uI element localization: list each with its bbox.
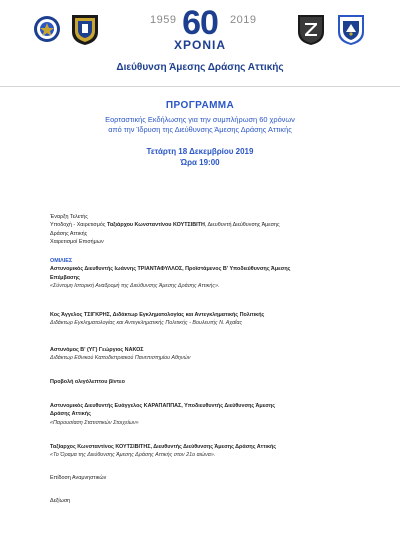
speaker-3 (50, 346, 370, 363)
speaker-4-topic: «Παρουσίαση Στατιστικών Στοιχείων» (50, 419, 139, 426)
subtitle-line-1: Εορταστικής Εκδήλωσης για την συμπλήρωση 60 χρόνων (105, 115, 295, 124)
reception-line: Δεξίωση (50, 498, 71, 504)
opening: Έναρξη Τελετής (50, 214, 88, 220)
speaker-5 (50, 443, 370, 460)
speaker-2-line-2: Διδάκτωρ Εγκληματολογίας και Αντεγκληματικής Πολιτικής - Βουλευτής Ν. Αχαΐας (50, 320, 243, 327)
speaker-2 (50, 311, 370, 328)
speaker-5-line-1: Ταξίαρχος Κωνσταντίνος ΚΟΥΤΣΙΒΙΤΗΣ, Διευθυντής Διεύθυνσης Άμεσης Δράσης Αττικής (50, 444, 277, 450)
header-divider (0, 86, 400, 87)
action-force-shield-icon (336, 12, 366, 46)
awards (50, 474, 370, 482)
program-body (50, 213, 370, 247)
speeches-section (50, 257, 370, 291)
reception (50, 497, 370, 505)
welcome-line-2: Δράσης Αττικής (50, 230, 88, 237)
welcome-suffix: , Διευθυντή Διεύθυνσης Άμεσης (204, 222, 280, 229)
speaker-4-line-1: Αστυνομικός Διευθυντής Ευάγγελος ΚΑΡΑΠΑΠΠΑΣ, Υποδιευθυντής Διεύθυνσης Άμεσης (50, 403, 276, 409)
program-header (0, 100, 400, 168)
event-date (0, 146, 400, 168)
speaker-4-line-2: Δράσης Αττικής (50, 411, 91, 418)
date-line-2: Ώρα 19:00 (180, 158, 220, 167)
speaker-1-topic: «Σύντομη Ιστορική Αναδρομή της Διεύθυνσης Άμεσης Δράσης Αττικής». (50, 283, 220, 290)
speaker-1-line-1: Αστυνομικός Διευθυντής Ιωάννης ΤΡΙΑΝΤΑΦΥΛΛΟΣ, Προϊστάμενος Β' Υποδιεύθυνσης Άμεσης (50, 266, 291, 273)
anniversary-mark (140, 6, 260, 52)
header (0, 0, 400, 92)
police-emblem-icon (32, 12, 62, 46)
z-badge-icon (296, 12, 326, 46)
welcome-prefix: Υποδοχή - Χαιρετισμός (50, 222, 107, 229)
program-subtitle (0, 115, 400, 135)
welcome-line-1 (50, 221, 370, 229)
directorate-name: Διεύθυνση Άμεσης Δράσης Αττικής (116, 62, 284, 73)
video-line: Προβολή ολιγόλεπτου βίντεο (50, 379, 125, 385)
date-line-1: Τετάρτη 18 Δεκεμβρίου 2019 (146, 147, 254, 156)
year-start: 1959 (150, 14, 177, 26)
anniversary-word: ΧΡΟΝΙΑ (173, 38, 226, 52)
speaker-5-topic: «Το Όραμα της Διεύθυνσης Άμεσης Δράσης Αττικής στον 21ο αιώνα». (50, 452, 216, 459)
program-title: ΠΡΟΓΡΑΜΜΑ (165, 100, 235, 111)
subtitle-line-2: από την Ίδρυση της Διεύθυνσης Άμεσης Δράσης Αττικής (108, 125, 292, 134)
anniversary-number: 60 (182, 4, 218, 42)
speaker-1-line-2: Επέμβασης (50, 274, 80, 281)
year-end: 2019 (230, 14, 257, 26)
awards-line: Επίδοση Αναμνηστικών (50, 475, 107, 481)
greetings: Χαιρετισμοί Επισήμων (50, 239, 104, 246)
unit-shield-icon (70, 12, 100, 46)
welcome-name: Ταξιάρχου Κωνσταντίνου ΚΟΥΤΣΙΒΙΤΗ (106, 222, 205, 229)
speaker-4 (50, 402, 370, 427)
omilies-heading: ΟΜΙΛΙΕΣ (50, 258, 73, 264)
video (50, 378, 370, 386)
speaker-3-line-2: Διδάκτωρ Εθνικού Καποδιστριακού Πανεπιστημίου Αθηνών (50, 355, 191, 362)
speaker-3-line-1: Αστυνόμος Β' (ΥΓ) Γεώργιος ΝΑΚΟΣ (50, 347, 144, 353)
speaker-2-line-1: Κος Άγγελος ΤΣΙΓΚΡΗΣ, Διδάκτωρ Εγκληματολογίας και Αντεγκληματικής Πολιτικής (50, 312, 265, 318)
